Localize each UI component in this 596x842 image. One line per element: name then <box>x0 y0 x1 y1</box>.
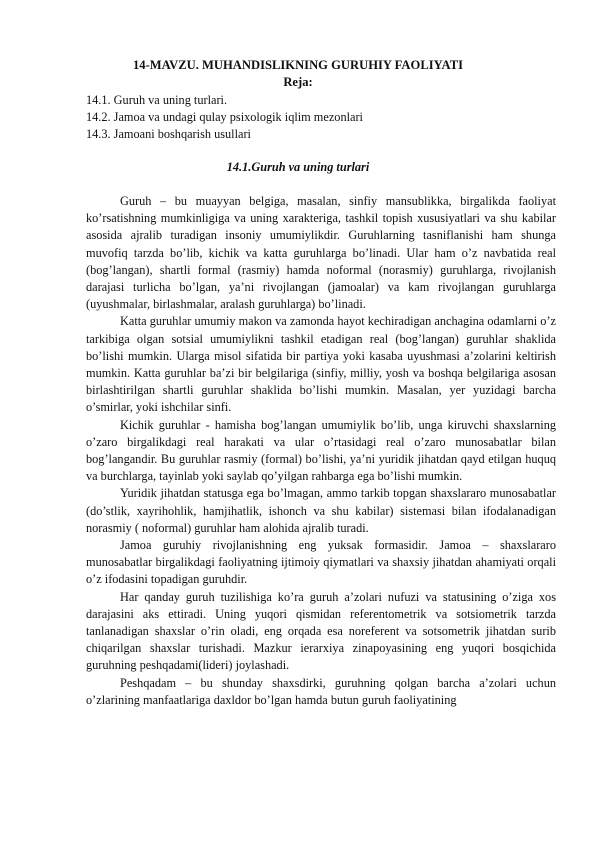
document-title: 14-MAVZU. MUHANDISLIKNING GURUHIY FAOLIYATI <box>132 58 464 72</box>
plan-item: 14.1. Guruh va uning turlari. <box>86 93 228 107</box>
plan-item: 14.3. Jamoani boshqarish usullari <box>86 127 251 142</box>
paragraph: Peshqadam – bu shunday shaxsdirki, guruhning qolgan barcha a’zolari uchun o’zlarining manfaatlariga daxldor bo’lgan hamda butun guruh faoliyatining <box>86 675 556 707</box>
paragraph: Kichik guruhlar - hamisha bog’langan umumiylik bo’lib, unga kiruvchi shaxslarning o’zaro birgalikdagi real harakati va ular o’rtasidagi real o’zaro munosabatlar bilan bog’langandir. Bu guruhlar rasmiy (formal) bo’lishi, ya’ni yuridik jihatdan qayd etilgan huquq va burchlarga, tayinlab yoki saylab qo’yilgan rahbarga ega bo’lishi mumkin. <box>86 417 556 484</box>
paragraph: Katta guruhlar umumiy makon va zamonda hayot kechiradigan anchagina odamlarni o’z tarkibiga olgan sotsial umumiylikni tashkil etadigan real (bog’langan) guruhlar shaklida bo’lishi mumkin. Ularga misol sifatida bir partiya yoki kasaba uyushmasi a’zolarini keltirish mumkin. Katta guruhlar ba’zi bir belgilariga (sinfiy, milliy, yosh va boshqa belgilariga asosan birlashtirilgan shartli guruhlar shaklida bo’lishi mumkin. Masalan, yer yuzidagi barcha o’smirlar, yoki ishchilar sinfi. <box>86 314 556 415</box>
paragraph: Har qanday guruh tuzilishiga ko’ra guruh a’zolari nufuzi va statusining o’ziga xos darajasini aks ettiradi. Uning yuqori qismidan referentometrik va sotsiometrik tarzda tanlanadigan shaxslar o’rin oladi, eng orqada esa noreferent va sotsometrik jihatdan surib chiqarilgan shaxslar turishadi. Mazkur ierarxiya zinapoyasining eng yuqori bosqichida guruhning peshqadami(lideri) joylashadi. <box>86 589 556 673</box>
plan-list <box>86 92 526 144</box>
plan-heading: Reja: <box>283 75 313 89</box>
paragraph: Guruh – bu muayyan belgiga, masalan, sinfiy mansublikka, birgalikda faoliyat ko’rsatishning mumkinligiga va uning xarakteriga, tashkil topish xususiyatlari va shu kabilar asosida ajralib turadigan insoniy umumiylikdir. Guruhlarning tasniflanishi ham shunga muvofiq tarzda bo’lib, kichik va katta guruhlarga bo’linadi. Ular ham o’z navbatida real (bog’langan), shartli formal (rasmiy) hamda noformal (norasmiy) guruhlarga, rivojlanish darajasi turlicha bo’lgan, ya’ni rivojlangan (jamoalar) va kam rivojlangan guruhlarga (uyushmalar, birlashmalar, aralash guruhlarga) bo’linadi. <box>86 194 556 312</box>
body-text <box>86 193 556 709</box>
paragraph: Yuridik jihatdan statusga ega bo’lmagan, ammo tarkib topgan shaxslararo munosabatlar (do’stlik, xayrihohlik, hamjihatlik, ishonch va shu kabilar) sistemasi bilan ifodalanadigan norasmiy ( noformal) guruhlar ham alohida ajralib turadi. <box>86 486 556 535</box>
paragraph: Jamoa guruhiy rivojlanishning eng yuksak formasidir. Jamoa – shaxslararo munosabatlar birgalikdagi faoliyatning ijtimoiy qiymatlari va shaxsiy jihatdan ahamiyati orqali o’z ifodasini topadigan guruhdir. <box>86 538 556 587</box>
section-heading: 14.1.Guruh va uning turlari <box>226 160 370 174</box>
plan-item: 14.2. Jamoa va undagi qulay psixologik iqlim mezonlari <box>86 110 363 125</box>
